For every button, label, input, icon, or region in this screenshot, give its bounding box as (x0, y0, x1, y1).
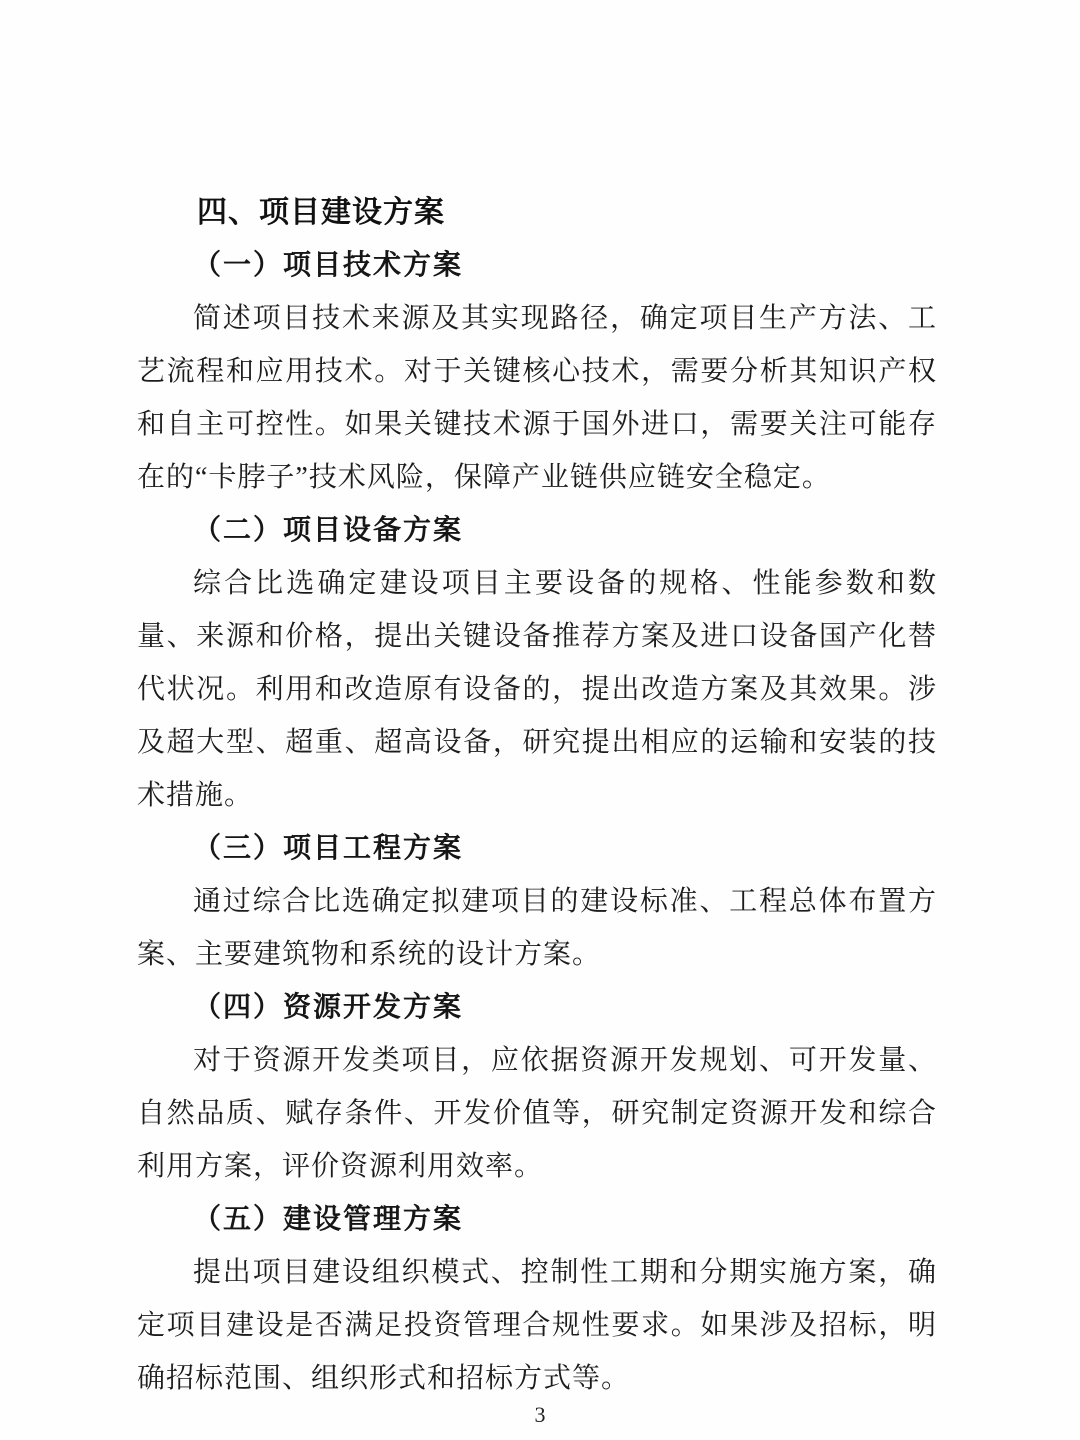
section-resource-development-plan (137, 981, 937, 1193)
page-number: 3 (534, 1402, 546, 1427)
chapter-heading: 四、项目建设方案 (197, 196, 445, 229)
section-title: （五）建设管理方案 (193, 1204, 464, 1235)
section-engineering-plan (137, 822, 937, 981)
section-paragraph: 通过综合比选确定拟建项目的建设标准、工程总体布置方案、主要建筑物和系统的设计方案。 (137, 886, 937, 970)
section-paragraph: 对于资源开发类项目，应依据资源开发规划、可开发量、自然品质、赋存条件、开发价值等，研究制定资源开发和综合利用方案，评价资源利用效率。 (137, 1045, 937, 1182)
document-content (137, 186, 937, 1405)
section-title: （三）项目工程方案 (193, 833, 464, 864)
section-title: （一）项目技术方案 (193, 250, 464, 281)
section-technical-plan (137, 239, 937, 504)
section-paragraph: 简述项目技术来源及其实现路径，确定项目生产方法、工艺流程和应用技术。对于关键核心技术，需要分析其知识产权和自主可控性。如果关键技术源于国外进口，需要关注可能存在的“卡脖子”技术风险，保障产业链供应链安全稳定。 (137, 303, 937, 493)
section-paragraph: 综合比选确定建设项目主要设备的规格、性能参数和数量、来源和价格，提出关键设备推荐方案及进口设备国产化替代状况。利用和改造原有设备的，提出改造方案及其效果。涉及超大型、超重、超高设备，研究提出相应的运输和安装的技术措施。 (137, 568, 937, 811)
section-construction-management-plan (137, 1193, 937, 1405)
section-equipment-plan (137, 504, 937, 822)
section-paragraph: 提出项目建设组织模式、控制性工期和分期实施方案，确定项目建设是否满足投资管理合规性要求。如果涉及招标，明确招标范围、组织形式和招标方式等。 (137, 1257, 937, 1394)
section-title: （四）资源开发方案 (193, 992, 464, 1023)
section-title: （二）项目设备方案 (193, 515, 464, 546)
